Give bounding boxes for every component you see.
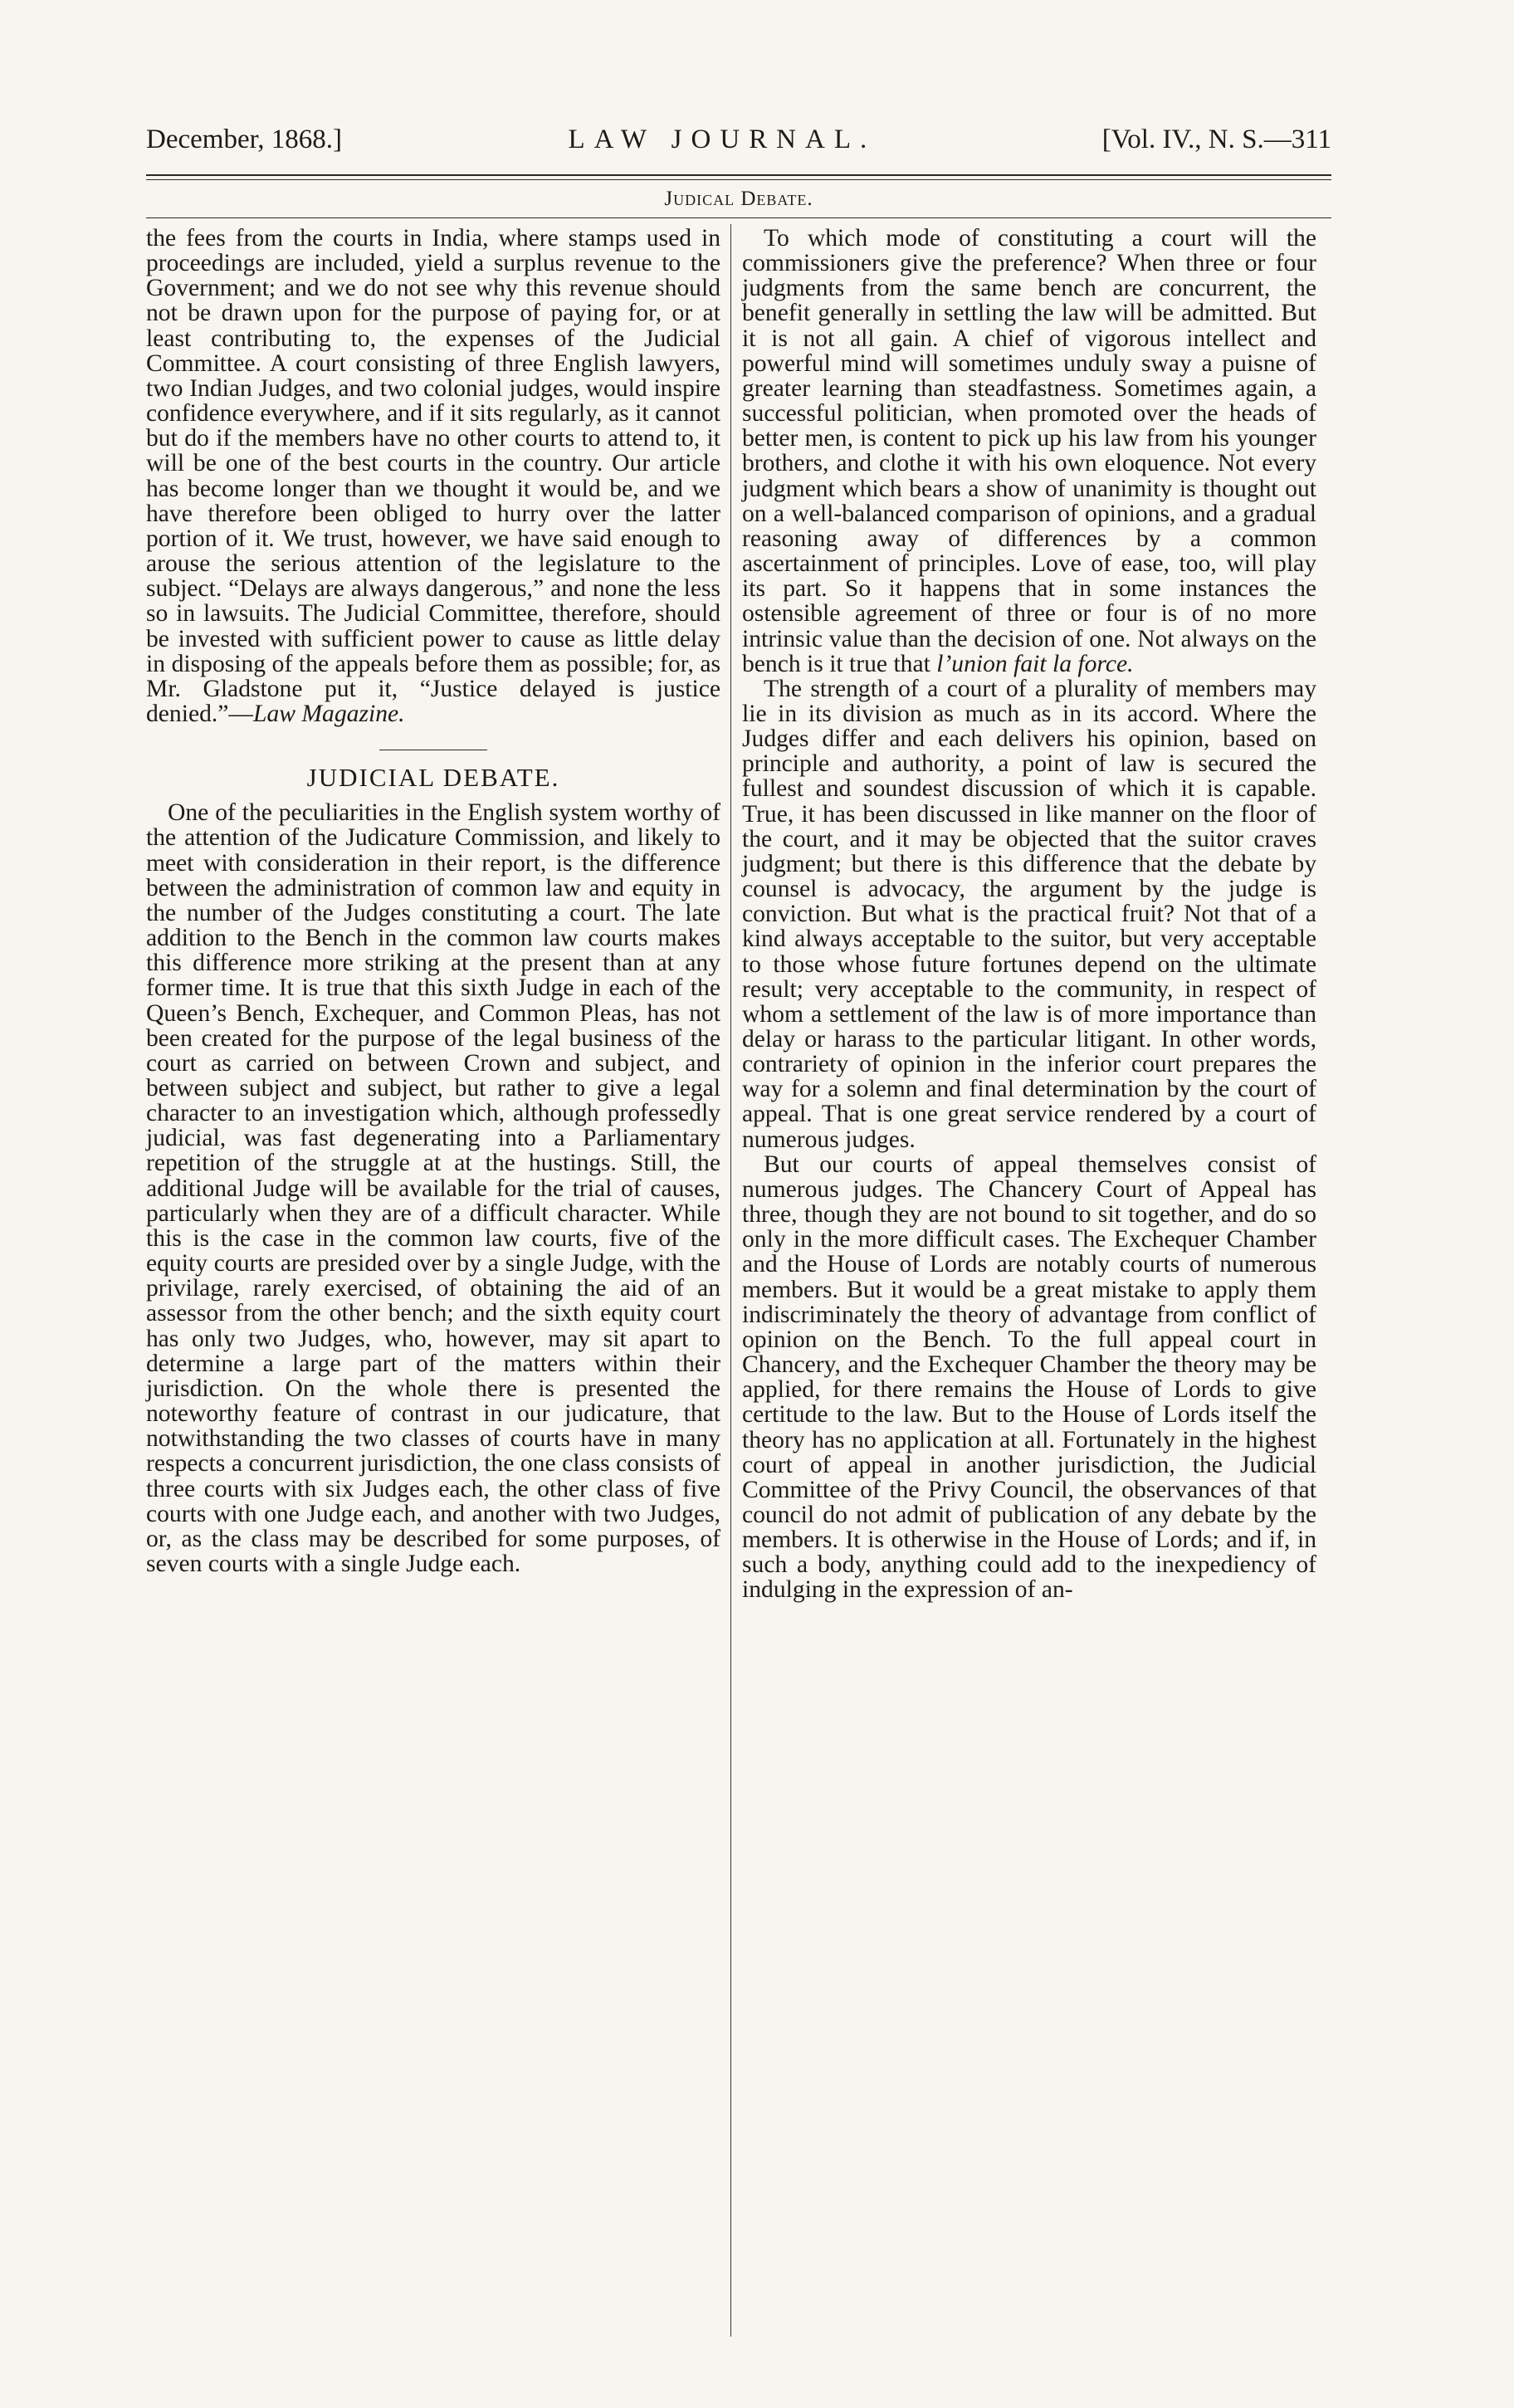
left-paragraph-2: One of the peculiarities in the English system worthy of the attention of the Judicature Commission, and likely to meet with consideration in their report, is the difference between the administration of common law and equity in the number of the Judges constituting a court. The late addition to the Bench in the common law courts makes this difference more striking at the present than at any former time. It is true that this sixth Judge in each of the Queen’s Bench, Exchequer, and Common Pleas, has not been created for the purpose of the legal business of the court as carried on between Crown and subject, and between subject and subject, but rather to give a legal character to an investigation which, although professedly judicial, was fast degenerating into a Parliamentary repetition of the struggle at at the hustings. Still, the additional Judge will be available for the trial of causes, particularly when they are of a difficult character. While this is the case in the common law courts, five of the equity courts are presided over by a single Judge, with the privilage, rarely exercised, of obtaining the aid of an assessor from the other bench; and the sixth equity court has only two Judges, who, however, may sit apart to determine a large part of the matters within their jurisdiction. On the whole there is presented the noteworthy feature of contrast in our judicature, that notwithstanding the two classes of courts have in many respects a concurrent jurisdiction, the one class consists of three courts with six Judges each, the other class of five courts with one Judge each, and another with two Judges, or, as the class may be described for some purposes, of seven courts with a single Judge each. [146, 799, 720, 1577]
header-date: December, 1868.] [146, 125, 342, 154]
section-title: JUDICIAL DEBATE. [306, 763, 560, 793]
right-paragraph-1-italic: l’union fait la force. [936, 650, 1134, 677]
right-paragraph-1 [742, 226, 1316, 676]
left-paragraph-1-text: the fees from the courts in India, where stamps used in proceedings are included, yield a surplus revenue to the Government; and we do not see why this revenue should not be drawn upon for the purpose of paying for, or at least contributing to, the expenses of the Judicial Committee. A court consisting of three English lawyers, two Indian Judges, and two colonial judges, would inspire confidence everywhere, and if it sits regularly, as it cannot but do if the members have no other courts to attend to, it will be one of the best courts in the country. Our article has become longer than we thought it would be, and we have therefore been obliged to hurry over the latter portion of it. We trust, however, we have said enough to arouse the serious attention of the legislature to the subject. “Delays are always dangerous,” and none the less so in lawsuits. The Judicial Committee, therefore, should be invested with sufficient power to cause as little delay in disposing of the appeals before them as possible; for, as Mr. Gladstone put it, “Justice delayed is justice denied.”— [146, 225, 720, 727]
header-rule-thin [146, 179, 1331, 180]
left-column [146, 226, 720, 1576]
header-journal-title: LAW JOURNAL. [568, 125, 877, 154]
right-paragraph-2: The strength of a court of a plurality of members may lie in its division as much as in its accord. Where the Judges differ and each delivers his opinion, based on principle and authority, a point of law is secured the fullest and soundest discussion of which it is capable. True, it has been discussed in like manner on the floor of the court, and it may be objected that the suitor craves judgment; but there is this difference that the debate by counsel is advocacy, the argument by the judge is conviction. But what is the practical fruit? Not that of a kind always acceptable to the suitor, but very acceptable to those whose future fortunes depend on the ultimate result; very acceptable to the community, in respect of whom a settlement of the law is of more importance than delay or harass to the particular litigant. In other words, contrariety of opinion in the inferior court prepares the way for a solemn and final determination by the court of appeal. That is one great service rendered by a court of numerous judges. [742, 675, 1316, 1153]
right-paragraph-3: But our courts of appeal themselves consist of numerous judges. The Chancery Court of Appeal has three, though they are not bound to sit together, and do so only in the more difficult cases. The Exchequer Chamber and the House of Lords are notably courts of numerous members. But it would be a great mistake to apply them indiscriminately the theory of advantage from conflict of opinion on the Bench. To the full appeal court in Chancery, and the Exchequer Chamber the theory may be applied, for there remains the House of Lords to give certitude to the law. But to the House of Lords itself the theory has no application at all. Fortunately in the highest court of appeal in another jurisdiction, the Judicial Committee of the Privy Council, the observances of that council do not admit of publication of any debate by the members. It is otherwise in the House of Lords; and if, in such a body, anything could add to the inexpediency of indulging in the expression of an- [742, 1150, 1316, 1604]
right-paragraph-1-text: To which mode of constituting a court will the commissioners give the preference? When three or four judgments from the same bench are concurrent, the benefit generally in settling the law will be admitted. But it is not all gain. A chief of vigorous intellect and powerful mind will sometimes unduly sway a puisne of greater learning than steadfastness. Sometimes again, a successful politician, when promoted over the heads of better men, is content to pick up his law from his younger brothers, and clothe it with his own eloquence. Not every judgment which bears a show of unanimity is thought out on a well-balanced comparison of opinions, and a gradual reasoning away of differences by a common ascertainment of principles. Love of ease, too, will play its part. So it happens that in some instances the ostensible agreement of three or four is of no more intrinsic value than the decision of one. Not always on the bench is it true that [742, 225, 1316, 677]
header-volume: [Vol. IV., N. S.—311 [1101, 125, 1331, 154]
right-column [742, 226, 1316, 1603]
header-rule-thick [146, 174, 1331, 176]
column-divider [730, 224, 731, 2337]
left-paragraph-1-source: Law Magazine. [253, 700, 405, 727]
running-head: Judical Debate. [664, 188, 813, 210]
left-paragraph-1 [146, 226, 720, 726]
page-header [146, 125, 1331, 166]
running-head-rule [146, 217, 1331, 218]
